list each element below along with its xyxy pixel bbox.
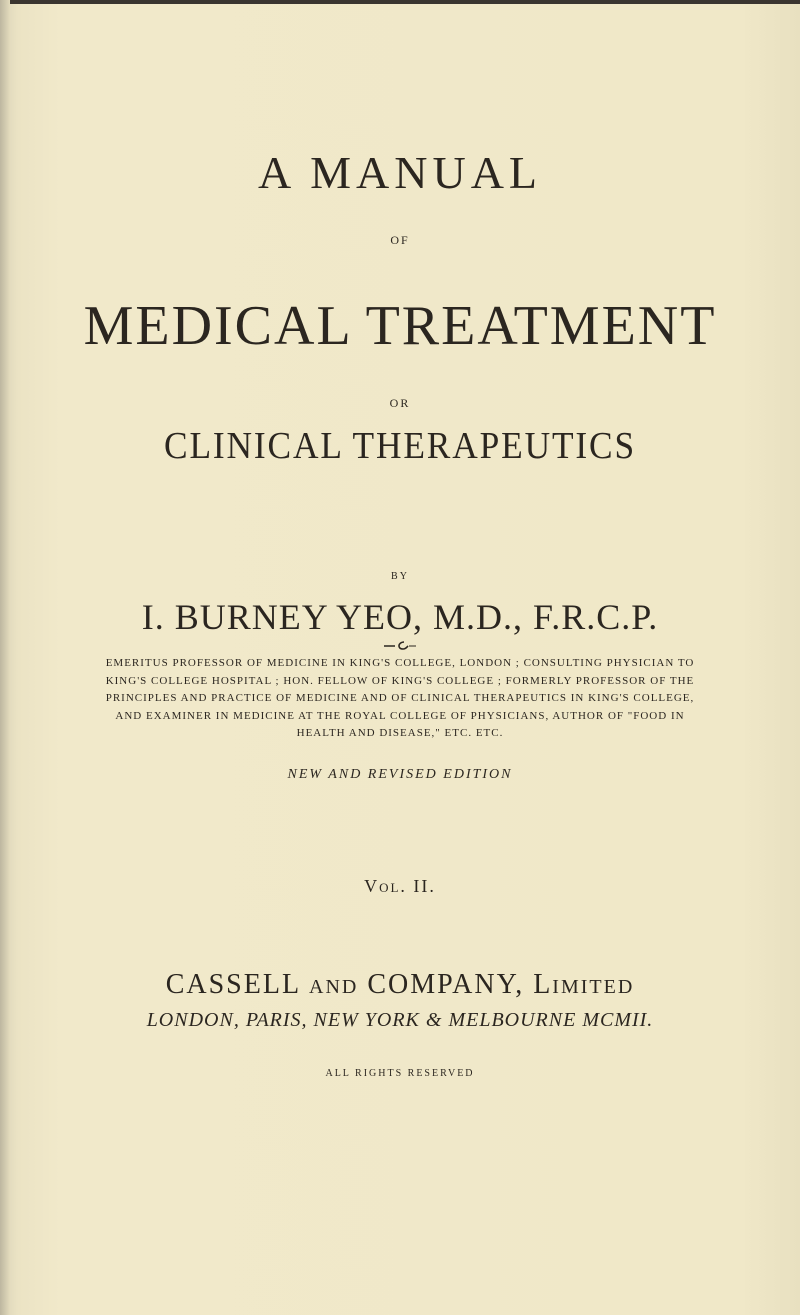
author-credentials: EMERITUS PROFESSOR OF MEDICINE IN KING'S COLLEGE, LONDON ; CONSULTING PHYSICIAN TO KING'S COLLEGE HOSPITAL ; HON. FELLOW OF KING'S COLLEGE ; FORMERLY PROFESSOR OF THE PRINCIPLES AND PRACTICE OF MEDICINE AND OF CLINICAL THERAPEUTICS IN KING'S COLLEGE, AND EXAMINER IN MEDICINE AT THE ROYAL COLLEGE OF PHYSICIANS, AUTHOR OF "FOOD IN HEALTH AND DISEASE," ETC. ETC.	[105, 657, 695, 740]
edition-statement: NEW AND REVISED EDITION	[287, 767, 513, 782]
connector-of: OF	[390, 233, 410, 247]
volume-number: Vol. II.	[364, 876, 436, 896]
ornament-icon	[382, 640, 418, 650]
connector-by: BY	[391, 571, 409, 582]
publisher-name: CASSELL and COMPANY, Limited	[165, 969, 635, 1000]
connector-or: OR	[389, 396, 411, 410]
author-name: I. BURNEY YEO, M.D., F.R.C.P.	[141, 597, 659, 637]
title-line-1: A MANUAL	[257, 147, 543, 198]
title-line-2: MEDICAL TREATMENT	[83, 295, 717, 357]
subtitle: CLINICAL THERAPEUTICS	[164, 425, 636, 467]
rights-notice: ALL RIGHTS RESERVED	[325, 1068, 475, 1079]
publication-places: LONDON, PARIS, NEW YORK & MELBOURNE MCMII.	[146, 1009, 654, 1031]
top-border	[0, 0, 800, 4]
